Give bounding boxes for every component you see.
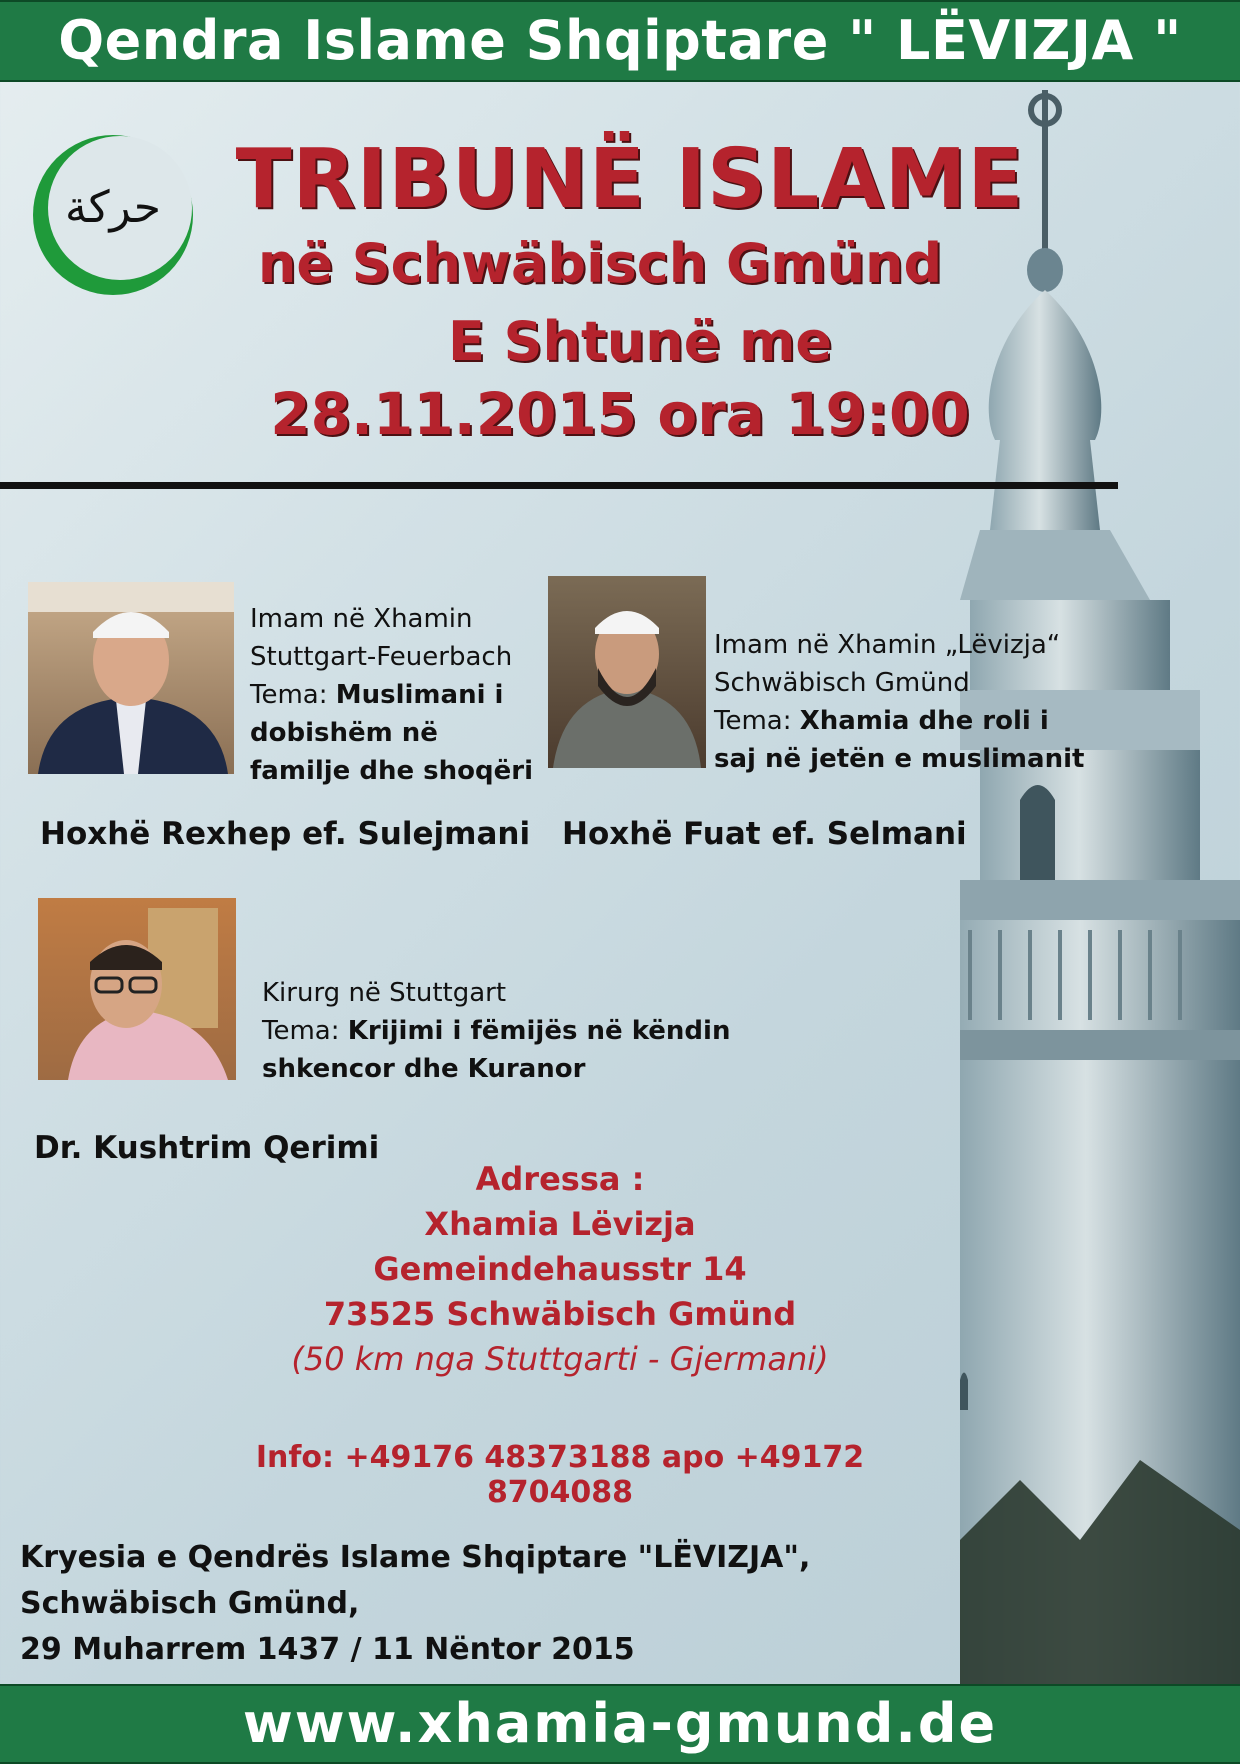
header-title: Qendra Islame Shqiptare " LËVIZJA "	[58, 9, 1182, 72]
address-line: 73525 Schwäbisch Gmünd	[323, 1295, 797, 1333]
speaker-bio	[250, 600, 540, 790]
speaker-role: Imam në Xhamin	[250, 604, 473, 634]
speaker-photo	[28, 582, 234, 774]
address-label: Adressa :	[475, 1160, 645, 1198]
event-datetime: 28.11.2015 ora 19:00	[270, 380, 970, 448]
speaker-role: Imam në Xhamin „Lëvizja“	[714, 630, 1061, 660]
logo-arabic-text: حركة	[64, 182, 161, 233]
header-bar	[0, 0, 1240, 82]
website-bar	[0, 1684, 1240, 1764]
speaker-name: Hoxhë Fuat ef. Selmani	[562, 816, 967, 852]
event-location: në Schwäbisch Gmünd	[257, 232, 943, 295]
footer-line: Kryesia e Qendrës Islame Shqiptare "LËVIZJA",	[20, 1540, 811, 1575]
person-photo-icon	[38, 898, 236, 1080]
address-line: Xhamia Lëvizja	[424, 1205, 696, 1243]
person-photo-icon	[28, 582, 234, 774]
speaker-bio	[714, 626, 1094, 778]
speaker-photo	[38, 898, 236, 1080]
footer-date: 29 Muharrem 1437 / 11 Nëntor 2015	[20, 1632, 635, 1667]
contact-info: Info: +49176 48373188 apo +49172 8704088	[255, 1440, 865, 1510]
speaker-photo	[548, 576, 706, 768]
event-day: E Shtunë me	[447, 310, 833, 373]
website-link[interactable]: www.xhamia-gmund.de	[242, 1692, 998, 1755]
address-line: Gemeindehausstr 14	[373, 1250, 747, 1288]
speaker-topic: Tema: Muslimani i dobishëm në familje dhe shoqëri	[250, 680, 534, 786]
address-note: (50 km nga Stuttgarti - Gjermani)	[291, 1340, 829, 1378]
speaker-topic: Tema: Krijimi i fëmijës në këndin shkencor dhe Kuranor	[262, 1016, 731, 1084]
person-photo-icon	[548, 576, 706, 768]
speaker-name: Hoxhë Rexhep ef. Sulejmani	[40, 816, 531, 852]
speaker-bio	[262, 974, 762, 1088]
speaker-role-location: Schwäbisch Gmünd	[714, 668, 970, 698]
speaker-role-location: Stuttgart-Feuerbach	[250, 642, 513, 672]
footer-line: Schwäbisch Gmünd,	[20, 1586, 360, 1621]
event-title: TRIBUNË ISLAME	[235, 132, 1025, 227]
divider	[0, 482, 1118, 489]
speaker-role: Kirurg në Stuttgart	[262, 978, 507, 1008]
speaker-topic: Tema: Xhamia dhe roli i saj në jetën e muslimanit	[714, 706, 1085, 774]
speaker-name: Dr. Kushtrim Qerimi	[34, 1130, 380, 1166]
